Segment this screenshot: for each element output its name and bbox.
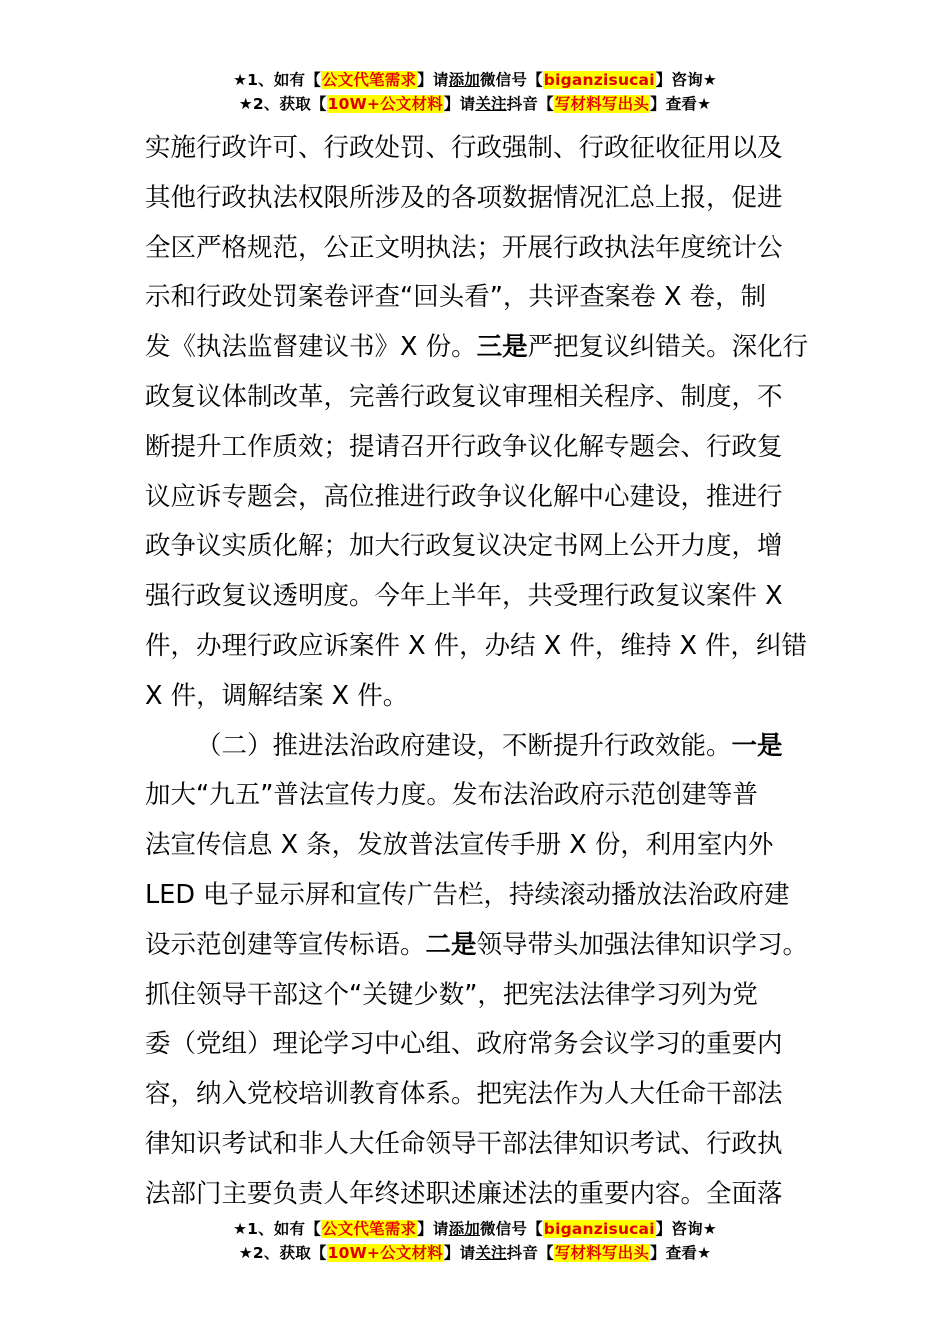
banner-text: 抖音【: [506, 95, 554, 113]
banner-text: 抖音【: [506, 1244, 554, 1262]
text-line: 其他行政执法权限所涉及的各项数据情况汇总上报，促进: [145, 182, 783, 213]
bottom-banner: [0, 1217, 950, 1265]
bold-run: 三是: [476, 332, 528, 363]
underlined-text: 添加: [448, 1220, 480, 1238]
text-line: 委（党组）理论学习中心组、政府常务会议学习的重要内: [145, 1029, 783, 1060]
text-line: 示和行政处罚案卷评查“回头看”，共评查案卷 X 卷，制: [145, 282, 767, 313]
banner-text: 】咨询★: [655, 1220, 717, 1238]
banner-line-1: [0, 1217, 950, 1241]
underlined-text: 关注: [475, 95, 507, 113]
text-line: 断提升工作质效；提请召开行政争议化解专题会、行政复: [145, 431, 783, 462]
text-run: 设示范创建等宣传标语。: [145, 929, 426, 960]
banner-text: ★1、如有【: [233, 1220, 321, 1238]
text-line: 政复议体制改革，完善行政复议审理相关程序、制度，不: [145, 381, 783, 412]
highlight-text: 10W+公文材料: [327, 1244, 443, 1262]
text-line: 容，纳入党校培训教育体系。把宪法作为人大任命干部法: [145, 1079, 783, 1110]
bold-run: 一是: [731, 730, 783, 761]
highlight-text: biganzisucai: [543, 71, 655, 89]
banner-text: 微信号【: [479, 1220, 543, 1238]
highlight-text: 公文代笔需求: [321, 1220, 417, 1238]
text-line: 律知识考试和非人大任命领导干部法律知识考试、行政执: [145, 1128, 783, 1159]
highlight-text: biganzisucai: [543, 1220, 655, 1238]
text-line: LED 电子显示屏和宣传广告栏，持续滚动播放法治政府建: [145, 879, 790, 910]
text-line: [145, 921, 813, 971]
banner-line-2: [0, 92, 950, 116]
highlight-text: 10W+公文材料: [327, 95, 443, 113]
banner-text: 】请: [417, 1220, 449, 1238]
banner-text: 】咨询★: [655, 71, 717, 89]
banner-text: 】查看★: [650, 1244, 712, 1262]
text-line: 法部门主要负责人年终述职述廉述法的重要内容。全面落: [145, 1178, 783, 1209]
text-run: 领导带头加强法律知识学习。: [476, 929, 809, 960]
text-line: 件，办理行政应诉案件 X 件，办结 X 件，维持 X 件，纠错: [145, 630, 808, 661]
text-line: 议应诉专题会，高位推进行政争议化解中心建设，推进行: [145, 481, 783, 512]
banner-text: 】请: [443, 95, 476, 113]
banner-line-2: [0, 1241, 950, 1265]
text-line: 抓住领导干部这个“关键少数”，把宪法法律学习列为党: [145, 979, 758, 1010]
highlight-text: 公文代笔需求: [321, 71, 417, 89]
text-line: [145, 323, 813, 373]
text-run: 发《执法监督建议书》X 份。: [145, 332, 477, 363]
banner-text: 】请: [443, 1244, 476, 1262]
section-heading: （二）推进法治政府建设，不断提升行政效能。: [196, 730, 732, 761]
top-banner: [0, 68, 950, 116]
banner-text: 微信号【: [479, 71, 543, 89]
banner-line-1: [0, 68, 950, 92]
text-line: X 件，调解结案 X 件。: [145, 680, 409, 711]
text-line: 强行政复议透明度。今年上半年，共受理行政复议案件 X: [145, 581, 783, 612]
underlined-text: 关注: [475, 1244, 507, 1262]
text-line: [145, 722, 813, 772]
highlight-text: 写材料写出头: [554, 1244, 650, 1262]
text-line: 全区严格规范，公正文明执法；开展行政执法年度统计公: [145, 232, 783, 263]
text-line: 实施行政许可、行政处罚、行政强制、行政征收征用以及: [145, 133, 783, 163]
bold-run: 二是: [425, 929, 477, 960]
text-line: 政争议实质化解；加大行政复议决定书网上公开力度，增: [145, 531, 783, 562]
text-run: 严把复议纠错关。深化行: [527, 332, 809, 363]
text-line: 法宣传信息 X 条，发放普法宣传手册 X 份，利用室内外: [145, 830, 774, 861]
document-body: [145, 124, 813, 1220]
highlight-text: 写材料写出头: [554, 95, 650, 113]
underlined-text: 添加: [448, 71, 480, 89]
banner-text: ★2、获取【: [238, 95, 327, 113]
banner-text: ★2、获取【: [238, 1244, 327, 1262]
banner-text: 】查看★: [650, 95, 712, 113]
banner-text: 】请: [417, 71, 449, 89]
text-line: 加大“九五”普法宣传力度。发布法治政府示范创建等普: [145, 780, 758, 811]
banner-text: ★1、如有【: [233, 71, 321, 89]
